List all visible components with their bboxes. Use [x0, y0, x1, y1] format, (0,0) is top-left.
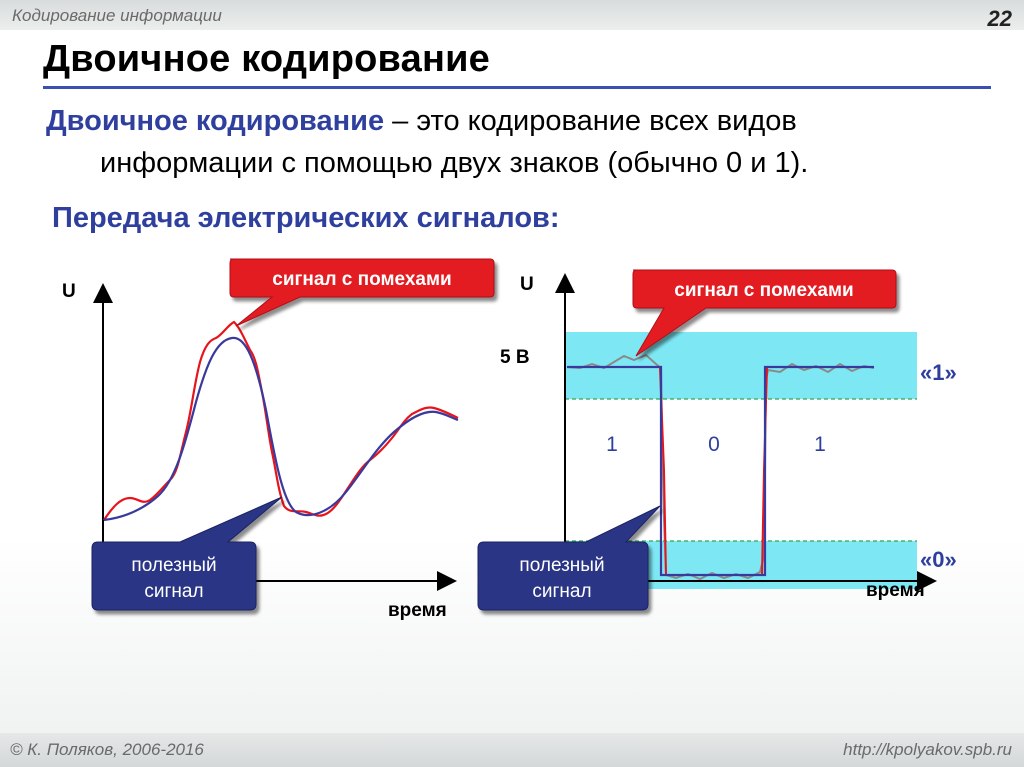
copyright: © К. Поляков, 2006-2016	[10, 740, 204, 759]
left-useful-callout-line1: полезный	[131, 555, 217, 576]
left-diagram	[62, 259, 494, 621]
definition-rest-line2: информации с помощью двух знаков (обычно 0 и 1).	[100, 147, 809, 179]
right-noise-callout-label: сигнал с помехами	[674, 280, 854, 301]
right-y-axis-label: U	[520, 274, 534, 295]
right-useful-callout-line1: полезный	[519, 555, 605, 576]
slide-number: 22	[987, 6, 1012, 31]
transmission-heading: Передача электрических сигналов:	[52, 202, 560, 234]
right-diagram	[478, 270, 957, 610]
page-title: Двоичное кодирование	[43, 38, 490, 80]
bit-label-2: 0	[708, 433, 720, 456]
definition-rest-line1: – это кодирование всех видов	[384, 105, 797, 137]
level-one-label: «1»	[920, 360, 957, 385]
level-zero-label: «0»	[920, 547, 957, 572]
right-useful-callout-line2: сигнал	[532, 581, 592, 602]
left-y-axis-label: U	[62, 281, 76, 302]
voltage-label: 5 В	[500, 347, 530, 368]
left-useful-callout-line2: сигнал	[144, 581, 204, 602]
left-x-axis-label: время	[388, 600, 447, 621]
right-x-axis-label: время	[866, 580, 925, 601]
left-noise-callout-label: сигнал с помехами	[272, 269, 452, 290]
definition-term: Двоичное кодирование	[46, 105, 385, 137]
section-title: Кодирование информации	[12, 6, 222, 25]
site-url[interactable]: http://kpolyakov.spb.ru	[843, 740, 1012, 759]
left-noisy-signal	[104, 322, 458, 520]
bit-label-3: 1	[814, 433, 826, 456]
bit-label-1: 1	[606, 433, 618, 456]
